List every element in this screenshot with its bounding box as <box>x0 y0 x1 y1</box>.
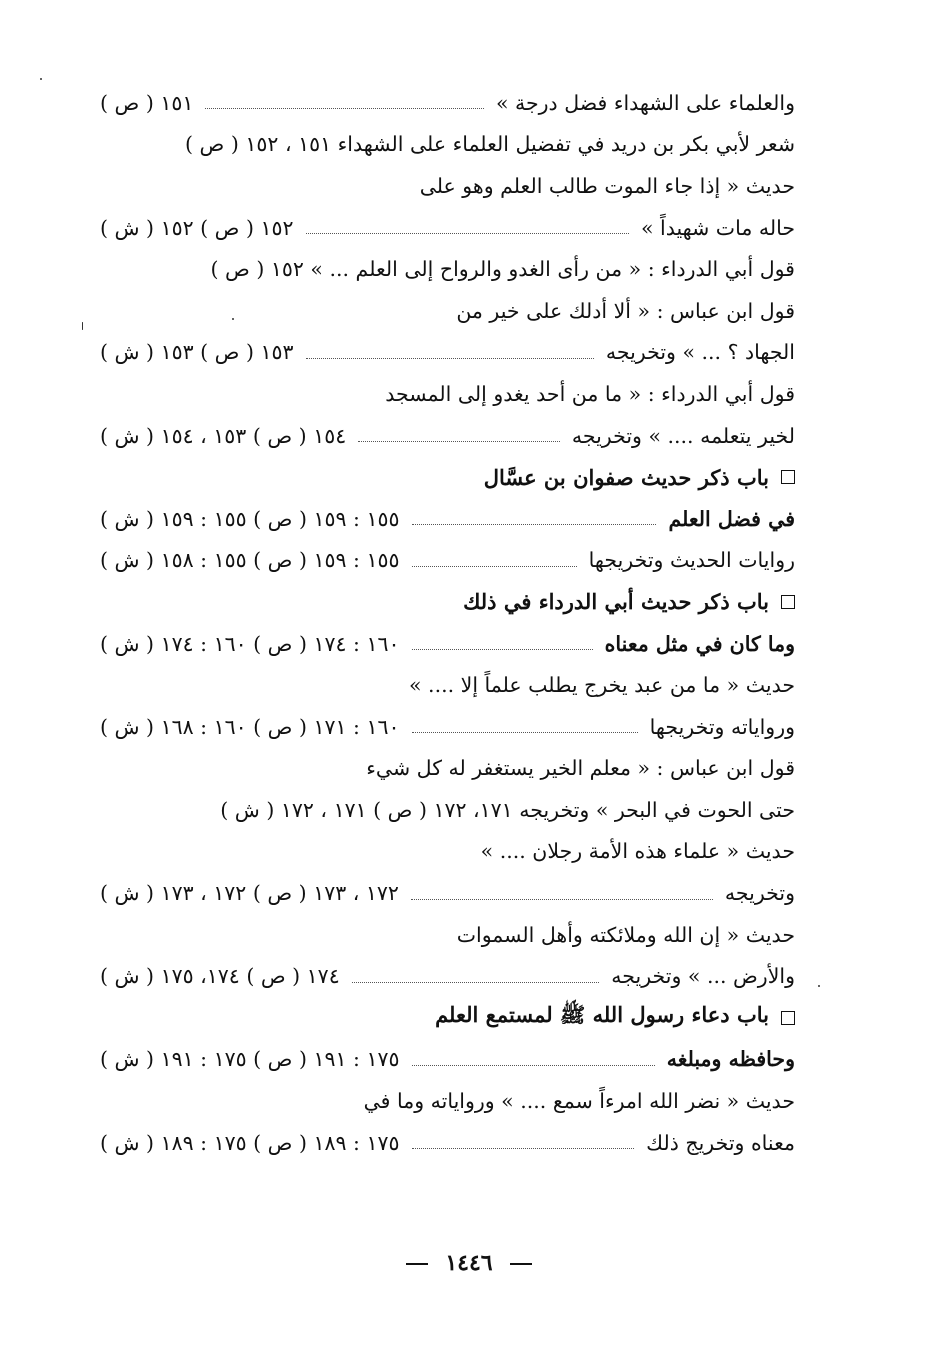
entry-page-reference: ١٥٤ ( ص ) ١٥٣ ، ١٥٤ ( ش ) <box>100 423 347 448</box>
dot-leader <box>412 732 638 733</box>
entry-page-reference: ١٧٥ : ١٩١ ( ص ) ١٧٥ : ١٩١ ( ش ) <box>100 1047 400 1072</box>
entry-page-reference: ١٥١ ( ص ) <box>100 90 194 115</box>
entry-text: حديث « إذا جاء الموت طالب العلم وهو على <box>419 173 795 198</box>
page-footer <box>0 1250 938 1276</box>
entry-text: شعر لأبي بكر بن دريد في تفضيل العلماء على الشهداء ١٥١ ، ١٥٢ ( ص ) <box>185 132 795 157</box>
entry-page-reference: ١٧٤ ( ص ) ١٧٤، ١٧٥ ( ش ) <box>100 964 340 989</box>
section-heading <box>100 581 795 623</box>
index-entry <box>100 1039 795 1081</box>
entry-text: لخير يتعلمه .... » وتخريجه <box>571 423 795 448</box>
dot-leader <box>358 441 560 442</box>
index-entry <box>100 1122 795 1164</box>
scan-speck <box>232 318 234 320</box>
index-entry <box>100 664 795 706</box>
entry-page-reference: ١٧٥ : ١٨٩ ( ص ) ١٧٥ : ١٨٩ ( ش ) <box>100 1130 400 1155</box>
entry-text: حديث « نضر الله امرءاً سمع .... » ورواياته وما في <box>363 1089 795 1114</box>
scan-speck <box>82 322 83 330</box>
index-entry <box>100 831 795 873</box>
scan-speck <box>818 985 820 987</box>
entry-text: حاله مات شهيداً » <box>640 215 795 240</box>
index-entry <box>100 82 795 124</box>
index-entry <box>100 540 795 582</box>
entry-text: في فضل العلم <box>668 506 795 531</box>
entry-text: الجهاد ؟ ... » وتخريجه <box>605 340 795 365</box>
index-entry <box>100 415 795 457</box>
index-entry <box>100 872 795 914</box>
entry-text: وحافظه ومبلغه <box>666 1047 795 1072</box>
entry-page-reference: ١٦٠ : ١٧١ ( ص ) ١٦٠ : ١٦٨ ( ش ) <box>100 714 400 739</box>
index-entry <box>100 623 795 665</box>
index-list <box>100 82 795 1163</box>
index-entry <box>100 1080 795 1122</box>
footer-dash-right <box>510 1263 532 1265</box>
index-entry <box>100 706 795 748</box>
index-entry <box>100 498 795 540</box>
dot-leader <box>352 982 600 983</box>
section-heading-text: باب ذكر حديث صفوان بن عسَّال <box>483 464 769 490</box>
entry-text: وما كان في مثل معناه <box>604 631 795 656</box>
section-heading-text: باب دعاء رسول الله ﷺ لمستمع العلم <box>435 1002 769 1028</box>
entry-text: وتخريجه <box>724 881 795 906</box>
checkbox-square-icon <box>781 595 795 609</box>
entry-page-reference: ١٥٢ ( ص ) ١٥٢ ( ش ) <box>100 215 294 240</box>
dot-leader <box>411 899 713 900</box>
entry-text: والعلماء على الشهداء فضل درجة » <box>495 90 795 115</box>
section-heading <box>100 997 795 1039</box>
dot-leader <box>412 524 657 525</box>
index-entry <box>100 165 795 207</box>
checkbox-square-icon <box>781 470 795 484</box>
section-heading-text: باب ذكر حديث أبي الدرداء في ذلك <box>463 589 769 615</box>
index-entry <box>100 373 795 415</box>
index-entry <box>100 207 795 249</box>
entry-text: حتى الحوت في البحر » وتخريجه ١٧١، ١٧٢ ( ص ) ١٧١ ، ١٧٢ ( ش ) <box>220 797 795 822</box>
entry-page-reference: ١٦٠ : ١٧٤ ( ص ) ١٦٠ : ١٧٤ ( ش ) <box>100 631 400 656</box>
entry-text: روايات الحديث وتخريجها <box>588 548 795 573</box>
index-entry <box>100 248 795 290</box>
index-entry <box>100 914 795 956</box>
dot-leader <box>306 233 629 234</box>
entry-page-reference: ١٥٥ : ١٥٩ ( ص ) ١٥٥ : ١٥٨ ( ش ) <box>100 548 400 573</box>
entry-text: حديث « إن الله وملائكته وأهل السموات <box>456 922 795 947</box>
dot-leader <box>306 358 594 359</box>
index-entry <box>100 955 795 997</box>
index-entry <box>100 332 795 374</box>
footer-dash-left <box>406 1263 428 1265</box>
checkbox-square-icon <box>781 1011 795 1025</box>
entry-text: حديث « علماء هذه الأمة رجلان .... » <box>480 839 795 864</box>
entry-text: والأرض ... » وتخريجه <box>611 964 795 989</box>
index-entry <box>100 124 795 166</box>
dot-leader <box>412 649 593 650</box>
index-entry <box>100 789 795 831</box>
entry-text: قول أبي الدرداء : « ما من أحد يغدو إلى المسجد <box>385 381 795 406</box>
entry-text: ورواياته وتخريجها <box>649 714 795 739</box>
entry-text: معناه وتخريج ذلك <box>646 1130 795 1155</box>
entry-page-reference: ١٥٥ : ١٥٩ ( ص ) ١٥٥ : ١٥٩ ( ش ) <box>100 506 400 531</box>
dot-leader <box>205 108 484 109</box>
dot-leader <box>412 1065 655 1066</box>
page-number: ١٤٤٦ <box>445 1250 493 1276</box>
entry-text: حديث « ما من عبد يخرج يطلب علماً إلا .... » <box>409 673 795 698</box>
entry-page-reference: ١٧٢ ، ١٧٣ ( ص ) ١٧٢ ، ١٧٣ ( ش ) <box>100 881 399 906</box>
section-heading <box>100 456 795 498</box>
dot-leader <box>412 566 577 567</box>
dot-leader <box>412 1148 635 1149</box>
index-entry <box>100 748 795 790</box>
entry-page-reference: ١٥٣ ( ص ) ١٥٣ ( ش ) <box>100 340 294 365</box>
scan-speck <box>40 78 42 80</box>
entry-text: قول ابن عباس : « معلم الخير يستغفر له كل شيء <box>366 756 795 781</box>
entry-text: قول ابن عباس : « ألا أدلك على خير من <box>456 298 795 323</box>
entry-text: قول أبي الدرداء : « من رأى الغدو والرواح إلى العلم ... » ١٥٢ ( ص ) <box>210 257 795 282</box>
index-entry <box>100 290 795 332</box>
